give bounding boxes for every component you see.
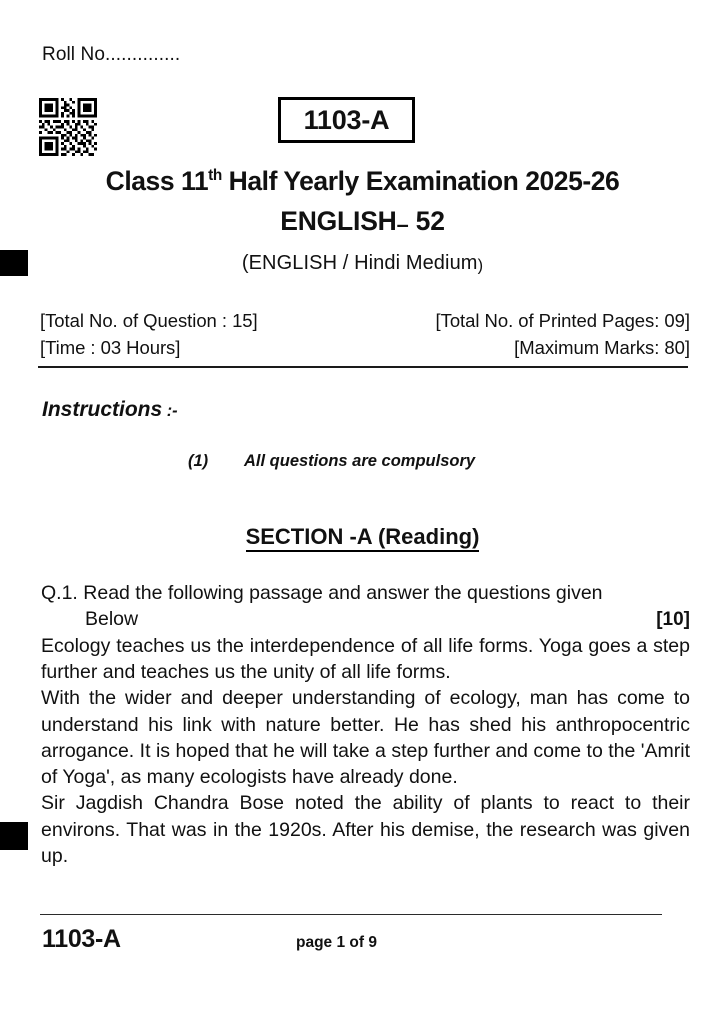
footer-page-number: page 1 of 9 <box>296 934 377 951</box>
medium-text: (ENGLISH / Hindi Medium <box>241 252 478 274</box>
section-heading-text: SECTION -A (Reading) <box>246 524 480 552</box>
question-1-line-1: Q.1. Read the following passage and answer the questions given <box>41 582 603 604</box>
paper-code-box <box>278 97 415 143</box>
roll-no-label: Roll No.............. <box>42 44 181 65</box>
question-1-below-label: Below <box>85 607 139 630</box>
exam-title <box>0 166 725 197</box>
reading-passage <box>41 633 690 895</box>
time-label: [Time : 03 Hours] <box>40 336 181 358</box>
qr-code <box>39 98 97 156</box>
passage-paragraph: Ecology teaches us the interdependence of all life forms. Yoga goes a step further and teaches us the unity of all life forms. <box>41 635 690 684</box>
question-1-line-2 <box>41 607 690 633</box>
exam-title-suffix: Half Yearly Examination 2025-26 <box>221 166 620 196</box>
instruction-text: All questions are compulsory <box>244 452 476 470</box>
section-heading <box>0 524 725 550</box>
question-1-marks: [10] <box>656 608 690 630</box>
subject-title <box>0 206 725 238</box>
subject-name: ENGLISH <box>280 206 397 236</box>
passage-paragraph: With the wider and deeper understanding of ecology, man has come to understand his link with nature better. He has shed his anthropocentric arrogance. It is hoped that he will take a step further and come to the 'Amrit of Yoga', as many ecologists have already done. <box>41 687 690 789</box>
question-1-block <box>41 581 690 632</box>
exam-title-prefix: Class 11 <box>105 166 209 196</box>
medium-close-paren: ) <box>477 256 484 275</box>
header-divider <box>38 366 688 368</box>
instruction-number: (1) <box>188 452 209 470</box>
exam-meta-block <box>40 308 690 362</box>
subject-dash: – <box>396 212 409 238</box>
registration-mark-bottom <box>0 822 28 850</box>
instructions-heading-colon: :- <box>162 402 178 420</box>
instructions-heading-text: Instructions <box>42 398 163 421</box>
meta-row-time-marks <box>40 335 690 362</box>
medium-label <box>0 252 725 275</box>
paper-code-label: 1103-A <box>303 104 390 135</box>
total-printed-pages-label: [Total No. of Printed Pages: 09] <box>435 310 690 331</box>
instructions-heading <box>42 398 178 422</box>
passage-paragraph: Sir Jagdish Chandra Bose noted the ability of plants to react to their environs. That was in the 1920s. After his demise, the research was given up. <box>41 792 690 867</box>
instruction-item <box>188 452 475 471</box>
footer-divider <box>40 914 662 915</box>
total-questions-label: [Total No. of Question : 15] <box>40 310 258 331</box>
exam-title-ordinal-suffix: th <box>208 167 222 185</box>
subject-number: 52 <box>408 206 445 236</box>
maximum-marks-label: [Maximum Marks: 80] <box>514 336 690 358</box>
meta-row-questions-pages <box>40 308 690 335</box>
footer-paper-code: 1103-A <box>42 925 121 953</box>
